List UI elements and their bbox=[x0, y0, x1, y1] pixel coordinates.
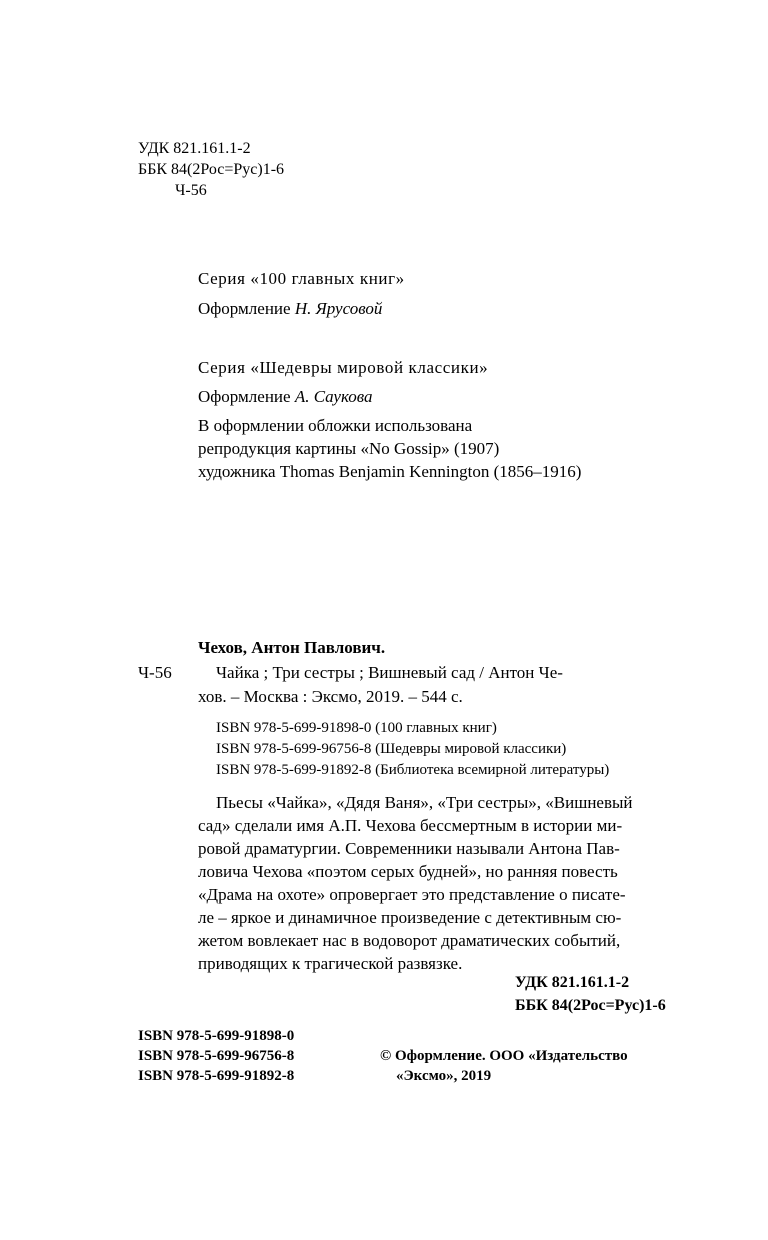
catalog-title-line-2: хов. – Москва : Эксмо, 2019. – 544 с. bbox=[198, 687, 463, 706]
footer-isbn-1: ISBN 978-5-699-91898-0 bbox=[138, 1028, 295, 1044]
cover-credit-line-2: репродукция картины «No Gossip» (1907) bbox=[198, 439, 500, 458]
design-credit-2 bbox=[198, 386, 373, 408]
series-world-classics: Серия «Шедевры мировой классики» bbox=[198, 358, 489, 377]
catalog-bbk: ББК 84(2Рос=Рус)1-6 bbox=[515, 997, 666, 1014]
design-credit-1-prefix: Оформление bbox=[198, 299, 295, 318]
design-credit-1 bbox=[198, 298, 382, 320]
catalog-isbn-3: ISBN 978-5-699-91892-8 (Библиотека всемирной литературы) bbox=[216, 762, 610, 778]
udk-top: УДК 821.161.1-2 bbox=[138, 140, 251, 157]
footer-isbn-3: ISBN 978-5-699-91892-8 bbox=[138, 1068, 295, 1084]
annotation-line-3: ровой драматургии. Современники называли Антона Пав- bbox=[198, 839, 620, 858]
annotation-line-5: «Драма на охоте» опровергает это представление о писате- bbox=[198, 885, 626, 904]
catalog-isbn-1: ISBN 978-5-699-91898-0 (100 главных книг) bbox=[216, 720, 497, 736]
catalog-author: Чехов, Антон Павлович. bbox=[198, 638, 386, 657]
design-credit-2-name: А. Саукова bbox=[294, 387, 373, 406]
annotation-line-6: ле – яркое и динамичное произведение с детективным сю- bbox=[198, 908, 622, 927]
footer-isbn-2: ISBN 978-5-699-96756-8 bbox=[138, 1048, 295, 1064]
series-100-books: Серия «100 главных книг» bbox=[198, 269, 405, 288]
copyright-line-1: © Оформление. ООО «Издательство bbox=[380, 1048, 628, 1064]
design-credit-1-name: Н. Ярусовой bbox=[294, 299, 383, 318]
annotation-line-4: ловича Чехова «поэтом серых будней», но ранняя повесть bbox=[198, 862, 618, 881]
bbk-top: ББК 84(2Рос=Рус)1-6 bbox=[138, 161, 285, 178]
catalog-udk: УДК 821.161.1-2 bbox=[515, 974, 630, 991]
annotation-line-7: жетом вовлекает нас в водоворот драматических событий, bbox=[198, 931, 621, 950]
copyright-line-2: «Эксмо», 2019 bbox=[396, 1068, 492, 1084]
annotation-line-8: приводящих к трагической развязке. bbox=[198, 954, 463, 973]
annotation-line-1: Пьесы «Чайка», «Дядя Ваня», «Три сестры», «Вишневый bbox=[216, 793, 633, 812]
design-credit-2-prefix: Оформление bbox=[198, 387, 295, 406]
cover-credit-line-1: В оформлении обложки использована bbox=[198, 416, 473, 435]
catalog-isbn-2: ISBN 978-5-699-96756-8 (Шедевры мировой классики) bbox=[216, 741, 567, 757]
annotation-line-2: сад» сделали имя А.П. Чехова бессмертным в истории ми- bbox=[198, 816, 623, 835]
cover-credit-line-3: художника Thomas Benjamin Kennington (1856–1916) bbox=[198, 462, 582, 481]
catalog-author-mark: Ч-56 bbox=[138, 663, 172, 682]
catalog-title-line-1: Чайка ; Три сестры ; Вишневый сад / Антон Че- bbox=[216, 663, 563, 682]
author-mark-top: Ч-56 bbox=[175, 182, 207, 199]
